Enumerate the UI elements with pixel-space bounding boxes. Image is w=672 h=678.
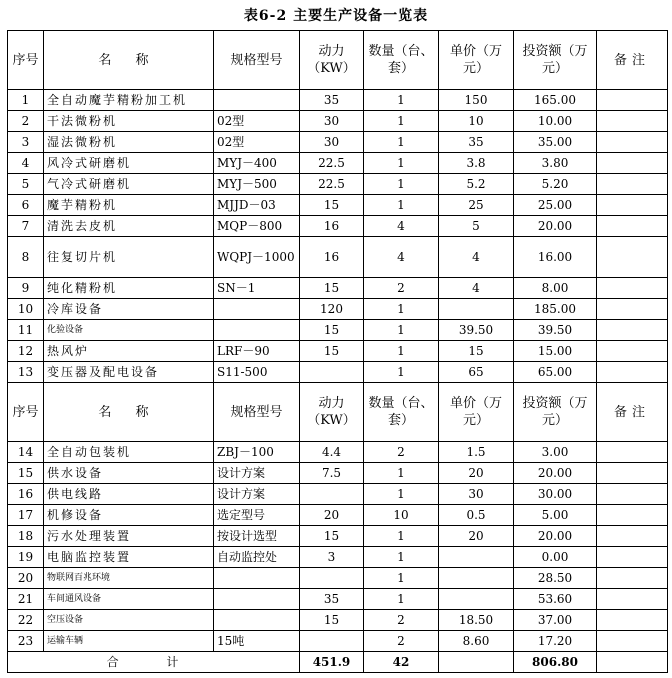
cell-name: 车间通风设备 [44, 589, 214, 610]
table-row [8, 320, 668, 341]
cell-invest: 3.80 [514, 153, 597, 174]
cell-seq: 19 [8, 547, 44, 568]
cell-spec: 15吨 [214, 631, 300, 652]
header-row [8, 31, 668, 90]
table-row [8, 174, 668, 195]
cell-power: 120 [300, 299, 364, 320]
table-row [8, 526, 668, 547]
cell-qty: 2 [364, 442, 439, 463]
cell-seq: 14 [8, 442, 44, 463]
cell-price [439, 299, 514, 320]
table-row [8, 631, 668, 652]
table-row [8, 589, 668, 610]
cell-price: 20 [439, 526, 514, 547]
cell-spec: S11-500 [214, 362, 300, 383]
cell-seq: 21 [8, 589, 44, 610]
cell-invest: 28.50 [514, 568, 597, 589]
table-row [8, 505, 668, 526]
cell-note [597, 610, 668, 631]
cell-price: 15 [439, 341, 514, 362]
cell-invest: 53.60 [514, 589, 597, 610]
cell-note [597, 216, 668, 237]
total-label: 合 计 [8, 652, 300, 673]
cell-name: 纯化精粉机 [44, 278, 214, 299]
cell-note [597, 442, 668, 463]
table-row [8, 341, 668, 362]
cell-seq: 5 [8, 174, 44, 195]
cell-invest: 10.00 [514, 111, 597, 132]
cell-spec [214, 299, 300, 320]
cell-power: 22.5 [300, 153, 364, 174]
cell-power: 15 [300, 526, 364, 547]
cell-name: 热风炉 [44, 341, 214, 362]
cell-spec: WQPJ－1000 [214, 237, 300, 278]
cell-price: 5 [439, 216, 514, 237]
cell-note [597, 195, 668, 216]
cell-qty: 1 [364, 153, 439, 174]
cell-note [597, 505, 668, 526]
cell-note [597, 484, 668, 505]
cell-seq: 3 [8, 132, 44, 153]
cell-qty: 1 [364, 174, 439, 195]
cell-spec: 选定型号 [214, 505, 300, 526]
header-spec: 规格型号 [214, 383, 300, 442]
header-name: 名 称 [44, 383, 214, 442]
cell-name: 污水处理装置 [44, 526, 214, 547]
cell-note [597, 153, 668, 174]
cell-seq: 15 [8, 463, 44, 484]
cell-spec [214, 589, 300, 610]
cell-name: 湿法微粉机 [44, 132, 214, 153]
cell-seq: 11 [8, 320, 44, 341]
table-row [8, 547, 668, 568]
total-row [8, 652, 668, 673]
cell-price: 4 [439, 278, 514, 299]
cell-note [597, 174, 668, 195]
table-row [8, 195, 668, 216]
cell-seq: 18 [8, 526, 44, 547]
header-seq: 序号 [8, 31, 44, 90]
cell-name: 往复切片机 [44, 237, 214, 278]
cell-power [300, 568, 364, 589]
cell-power [300, 484, 364, 505]
table-row [8, 463, 668, 484]
cell-name: 全自动包装机 [44, 442, 214, 463]
cell-invest: 39.50 [514, 320, 597, 341]
cell-name: 风冷式研磨机 [44, 153, 214, 174]
table-row [8, 278, 668, 299]
header-spec: 规格型号 [214, 31, 300, 90]
cell-seq: 6 [8, 195, 44, 216]
table-row [8, 153, 668, 174]
cell-price: 3.8 [439, 153, 514, 174]
header-qty: 数量（台、套） [364, 383, 439, 442]
table-row [8, 111, 668, 132]
cell-name: 电脑监控装置 [44, 547, 214, 568]
cell-qty: 1 [364, 341, 439, 362]
header-invest: 投资额（万元） [514, 31, 597, 90]
table-row [8, 362, 668, 383]
header-power: 动力（KW） [300, 383, 364, 442]
cell-invest: 5.00 [514, 505, 597, 526]
header-note: 备注 [597, 383, 668, 442]
cell-price [439, 589, 514, 610]
cell-seq: 23 [8, 631, 44, 652]
cell-note [597, 90, 668, 111]
cell-qty: 1 [364, 526, 439, 547]
cell-seq: 8 [8, 237, 44, 278]
cell-invest: 37.00 [514, 610, 597, 631]
cell-qty: 1 [364, 547, 439, 568]
cell-spec [214, 320, 300, 341]
cell-power: 22.5 [300, 174, 364, 195]
cell-spec: ZBJ－100 [214, 442, 300, 463]
header-invest: 投资额（万元） [514, 383, 597, 442]
cell-seq: 17 [8, 505, 44, 526]
cell-note [597, 237, 668, 278]
table-row [8, 132, 668, 153]
cell-spec: MYJ－500 [214, 174, 300, 195]
header-power: 动力（KW） [300, 31, 364, 90]
cell-note [597, 111, 668, 132]
cell-name: 运输车辆 [44, 631, 214, 652]
cell-power: 15 [300, 195, 364, 216]
cell-invest: 17.20 [514, 631, 597, 652]
cell-spec: 02型 [214, 132, 300, 153]
cell-invest: 185.00 [514, 299, 597, 320]
equipment-table [7, 30, 668, 673]
header-seq: 序号 [8, 383, 44, 442]
cell-price: 65 [439, 362, 514, 383]
cell-spec: 02型 [214, 111, 300, 132]
cell-qty: 4 [364, 237, 439, 278]
cell-power: 3 [300, 547, 364, 568]
cell-seq: 2 [8, 111, 44, 132]
cell-price: 1.5 [439, 442, 514, 463]
cell-price: 25 [439, 195, 514, 216]
cell-note [597, 568, 668, 589]
cell-qty: 1 [364, 195, 439, 216]
cell-power [300, 362, 364, 383]
cell-invest: 3.00 [514, 442, 597, 463]
cell-name: 化验设备 [44, 320, 214, 341]
cell-invest: 30.00 [514, 484, 597, 505]
cell-name: 全自动魔芋精粉加工机 [44, 90, 214, 111]
cell-note [597, 589, 668, 610]
cell-qty: 2 [364, 610, 439, 631]
cell-note [597, 132, 668, 153]
cell-price: 30 [439, 484, 514, 505]
cell-price: 18.50 [439, 610, 514, 631]
table-row [8, 484, 668, 505]
cell-note [597, 341, 668, 362]
cell-qty: 1 [364, 299, 439, 320]
cell-qty: 2 [364, 631, 439, 652]
cell-spec: MQP－800 [214, 216, 300, 237]
table-row [8, 568, 668, 589]
cell-spec: LRF－90 [214, 341, 300, 362]
cell-seq: 16 [8, 484, 44, 505]
cell-qty: 1 [364, 484, 439, 505]
cell-seq: 10 [8, 299, 44, 320]
cell-power: 16 [300, 216, 364, 237]
header-note: 备注 [597, 31, 668, 90]
cell-seq: 22 [8, 610, 44, 631]
total-power: 451.9 [300, 652, 364, 673]
cell-price: 4 [439, 237, 514, 278]
total-price [439, 652, 514, 673]
cell-price: 10 [439, 111, 514, 132]
cell-invest: 25.00 [514, 195, 597, 216]
cell-power: 30 [300, 111, 364, 132]
cell-qty: 2 [364, 278, 439, 299]
table-row [8, 610, 668, 631]
cell-price: 150 [439, 90, 514, 111]
cell-note [597, 547, 668, 568]
cell-price: 0.5 [439, 505, 514, 526]
cell-name: 供水设备 [44, 463, 214, 484]
cell-spec: 自动监控处 [214, 547, 300, 568]
cell-note [597, 278, 668, 299]
cell-price: 5.2 [439, 174, 514, 195]
cell-qty: 1 [364, 362, 439, 383]
cell-seq: 1 [8, 90, 44, 111]
cell-name: 清洗去皮机 [44, 216, 214, 237]
cell-spec: 按设计选型 [214, 526, 300, 547]
cell-power: 30 [300, 132, 364, 153]
cell-invest: 8.00 [514, 278, 597, 299]
cell-price [439, 547, 514, 568]
cell-note [597, 299, 668, 320]
cell-seq: 12 [8, 341, 44, 362]
header-row-repeat [8, 383, 668, 442]
cell-qty: 1 [364, 111, 439, 132]
header-price: 单价（万元） [439, 383, 514, 442]
cell-name: 魔芋精粉机 [44, 195, 214, 216]
table-row [8, 442, 668, 463]
cell-price: 35 [439, 132, 514, 153]
cell-qty: 1 [364, 568, 439, 589]
cell-seq: 13 [8, 362, 44, 383]
cell-seq: 7 [8, 216, 44, 237]
cell-name: 干法微粉机 [44, 111, 214, 132]
cell-qty: 1 [364, 132, 439, 153]
cell-spec: 设计方案 [214, 463, 300, 484]
table-title: 表6-2 主要生产设备一览表 [243, 8, 429, 24]
cell-qty: 1 [364, 589, 439, 610]
cell-qty: 4 [364, 216, 439, 237]
cell-name: 物联网百兆环境 [44, 568, 214, 589]
cell-price: 8.60 [439, 631, 514, 652]
cell-power: 15 [300, 278, 364, 299]
cell-spec [214, 90, 300, 111]
cell-spec: MJJD－03 [214, 195, 300, 216]
cell-name: 供电线路 [44, 484, 214, 505]
cell-note [597, 526, 668, 547]
cell-note [597, 463, 668, 484]
cell-invest: 35.00 [514, 132, 597, 153]
cell-seq: 20 [8, 568, 44, 589]
cell-note [597, 631, 668, 652]
table-row [8, 237, 668, 278]
cell-spec [214, 568, 300, 589]
header-name: 名 称 [44, 31, 214, 90]
cell-name: 变压器及配电设备 [44, 362, 214, 383]
cell-seq: 9 [8, 278, 44, 299]
cell-note [597, 320, 668, 341]
cell-qty: 10 [364, 505, 439, 526]
cell-qty: 1 [364, 320, 439, 341]
cell-note [597, 362, 668, 383]
header-price: 单价（万元） [439, 31, 514, 90]
cell-power: 35 [300, 589, 364, 610]
header-qty: 数量（台、套） [364, 31, 439, 90]
table-row [8, 299, 668, 320]
cell-qty: 1 [364, 90, 439, 111]
cell-invest: 20.00 [514, 463, 597, 484]
cell-seq: 4 [8, 153, 44, 174]
cell-power: 15 [300, 610, 364, 631]
cell-price: 39.50 [439, 320, 514, 341]
cell-power: 35 [300, 90, 364, 111]
cell-spec: MYJ－400 [214, 153, 300, 174]
total-qty: 42 [364, 652, 439, 673]
cell-power: 15 [300, 341, 364, 362]
table-row [8, 216, 668, 237]
cell-power: 20 [300, 505, 364, 526]
cell-spec: 设计方案 [214, 484, 300, 505]
cell-name: 气冷式研磨机 [44, 174, 214, 195]
cell-power: 7.5 [300, 463, 364, 484]
cell-price [439, 568, 514, 589]
table-row [8, 90, 668, 111]
cell-spec: SN－1 [214, 278, 300, 299]
total-note [597, 652, 668, 673]
cell-invest: 20.00 [514, 526, 597, 547]
total-invest: 806.80 [514, 652, 597, 673]
cell-invest: 0.00 [514, 547, 597, 568]
cell-name: 空压设备 [44, 610, 214, 631]
cell-invest: 5.20 [514, 174, 597, 195]
cell-power: 4.4 [300, 442, 364, 463]
cell-name: 冷库设备 [44, 299, 214, 320]
cell-name: 机修设备 [44, 505, 214, 526]
cell-invest: 15.00 [514, 341, 597, 362]
cell-invest: 20.00 [514, 216, 597, 237]
cell-invest: 165.00 [514, 90, 597, 111]
cell-power [300, 631, 364, 652]
cell-qty: 1 [364, 463, 439, 484]
cell-power: 16 [300, 237, 364, 278]
cell-invest: 65.00 [514, 362, 597, 383]
cell-spec [214, 610, 300, 631]
cell-power: 15 [300, 320, 364, 341]
cell-price: 20 [439, 463, 514, 484]
cell-invest: 16.00 [514, 237, 597, 278]
